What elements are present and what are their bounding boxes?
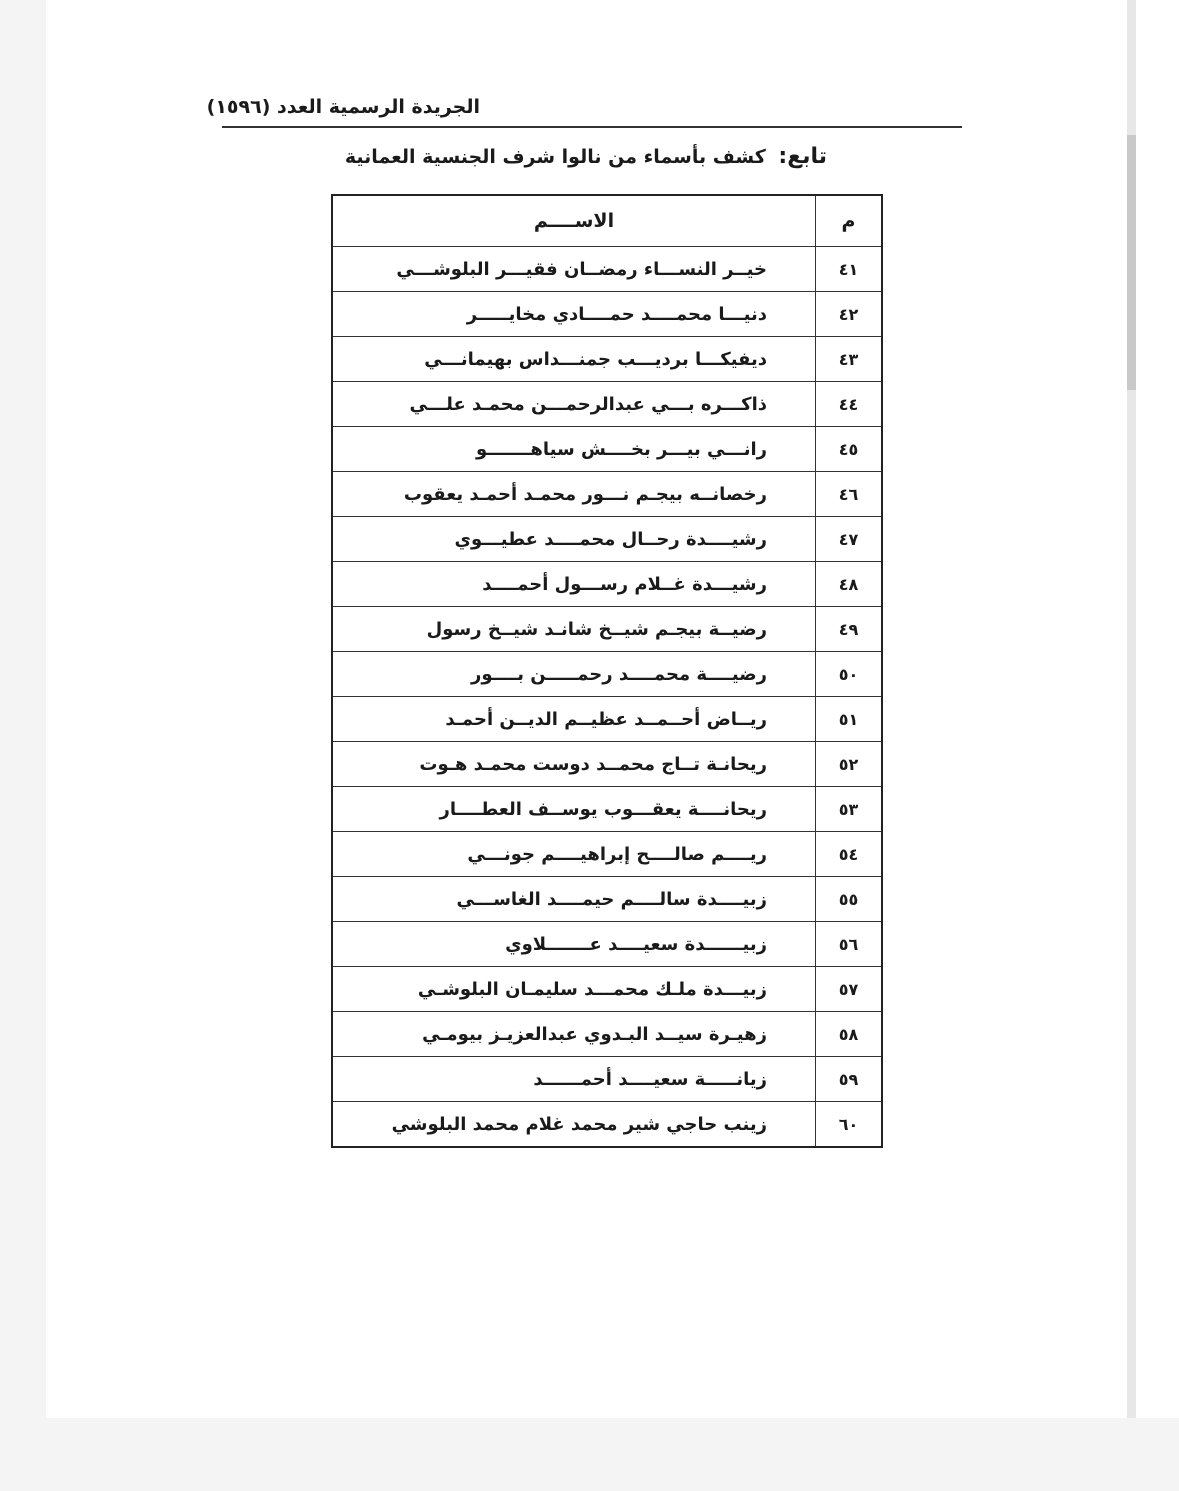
table-header-row [332, 195, 882, 247]
header-divider [222, 126, 962, 128]
table-row [332, 1102, 882, 1148]
viewer-background-bottom [0, 1418, 1179, 1491]
row-number: ٤٨ [816, 562, 883, 607]
table-row [332, 967, 882, 1012]
header-number: م [816, 195, 883, 247]
row-name: رشيـــدة غــلام رســـول أحمــــد [332, 562, 816, 607]
row-name: ريــاض أحــمــد عظيــم الديــن أحمـد [332, 697, 816, 742]
row-number: ٥٠ [816, 652, 883, 697]
names-table [331, 194, 883, 1148]
row-name: ريــــم صالــــح إبراهيــــم جونـــي [332, 832, 816, 877]
row-name: زينب حاجي شير محمد غلام محمد البلوشي [332, 1102, 816, 1148]
table-row [332, 292, 882, 337]
row-name: زيانـــــة سعيــــد أحمــــــد [332, 1057, 816, 1102]
page-header [206, 92, 962, 128]
row-name: زبيـــدة ملـك محمـــد سليمـان البلوشـي [332, 967, 816, 1012]
table-row [332, 922, 882, 967]
row-number: ٦٠ [816, 1102, 883, 1148]
viewer-background-left [0, 0, 46, 1491]
table-row [332, 427, 882, 472]
table-row [332, 832, 882, 877]
row-name: ريحانــــة يعقـــوب يوســف العطــــار [332, 787, 816, 832]
table-row [332, 697, 882, 742]
row-number: ٤٣ [816, 337, 883, 382]
table-row [332, 562, 882, 607]
table-row [332, 517, 882, 562]
gazette-title: الجريدة الرسمية العدد (١٥٩٦) [206, 96, 480, 118]
subtitle-text: كشف بأسماء من نالوا شرف الجنسية العمانية [344, 146, 766, 168]
row-name: زبيــــدة سالــــم حيمــــد الغاســـي [332, 877, 816, 922]
table-row [332, 607, 882, 652]
header-name: الاســــم [332, 195, 816, 247]
row-number: ٥٣ [816, 787, 883, 832]
row-number: ٤٧ [816, 517, 883, 562]
row-number: ٤٥ [816, 427, 883, 472]
table-row [332, 472, 882, 517]
row-number: ٥٥ [816, 877, 883, 922]
row-name: ريحانـة تــاج محمــد دوست محمـد هـوت [332, 742, 816, 787]
table-row [332, 337, 882, 382]
row-name: خيــر النســـاء رمضــان فقيـــر البلوشـــي [332, 247, 816, 292]
table-row [332, 877, 882, 922]
row-number: ٥١ [816, 697, 883, 742]
table-row [332, 742, 882, 787]
row-number: ٥٢ [816, 742, 883, 787]
row-name: رخصانــه بيجـم نـــور محمـد أحمـد يعقوب [332, 472, 816, 517]
row-number: ٥٨ [816, 1012, 883, 1057]
row-name: رضيــــة محمــــد رحمـــــن بــــور [332, 652, 816, 697]
scrollbar-thumb[interactable] [1127, 135, 1136, 390]
row-name: رشيــــدة رحــال محمــــد عطيـــوي [332, 517, 816, 562]
table-row [332, 1012, 882, 1057]
subtitle-lead: تابع: [778, 144, 827, 169]
row-name: ديفيكـــا برديـــب جمنـــداس بهيمانـــي [332, 337, 816, 382]
row-name: زهيـرة سيــد البـدوي عبدالعزيـز بيومـي [332, 1012, 816, 1057]
table-row [332, 652, 882, 697]
row-number: ٤١ [816, 247, 883, 292]
table-row [332, 247, 882, 292]
row-name: رضيــة بيجـم شيــخ شانـد شيــخ رسول [332, 607, 816, 652]
table-row [332, 787, 882, 832]
row-name: زبيــــــدة سعيــــد عـــــــلاوي [332, 922, 816, 967]
row-name: دنيـــا محمــــد حمــــادي مخايـــــر [332, 292, 816, 337]
row-number: ٤٤ [816, 382, 883, 427]
row-number: ٥٤ [816, 832, 883, 877]
row-number: ٤٩ [816, 607, 883, 652]
row-number: ٤٦ [816, 472, 883, 517]
row-name: رانـــي بيـــر بخــــش سياهـــــــو [332, 427, 816, 472]
row-number: ٥٧ [816, 967, 883, 1012]
row-number: ٥٦ [816, 922, 883, 967]
page-subtitle [345, 144, 827, 169]
row-name: ذاكـــره بـــي عبدالرحمـــن محمـد علـــي [332, 382, 816, 427]
row-number: ٤٢ [816, 292, 883, 337]
row-number: ٥٩ [816, 1057, 883, 1102]
table-row [332, 382, 882, 427]
table-row [332, 1057, 882, 1102]
